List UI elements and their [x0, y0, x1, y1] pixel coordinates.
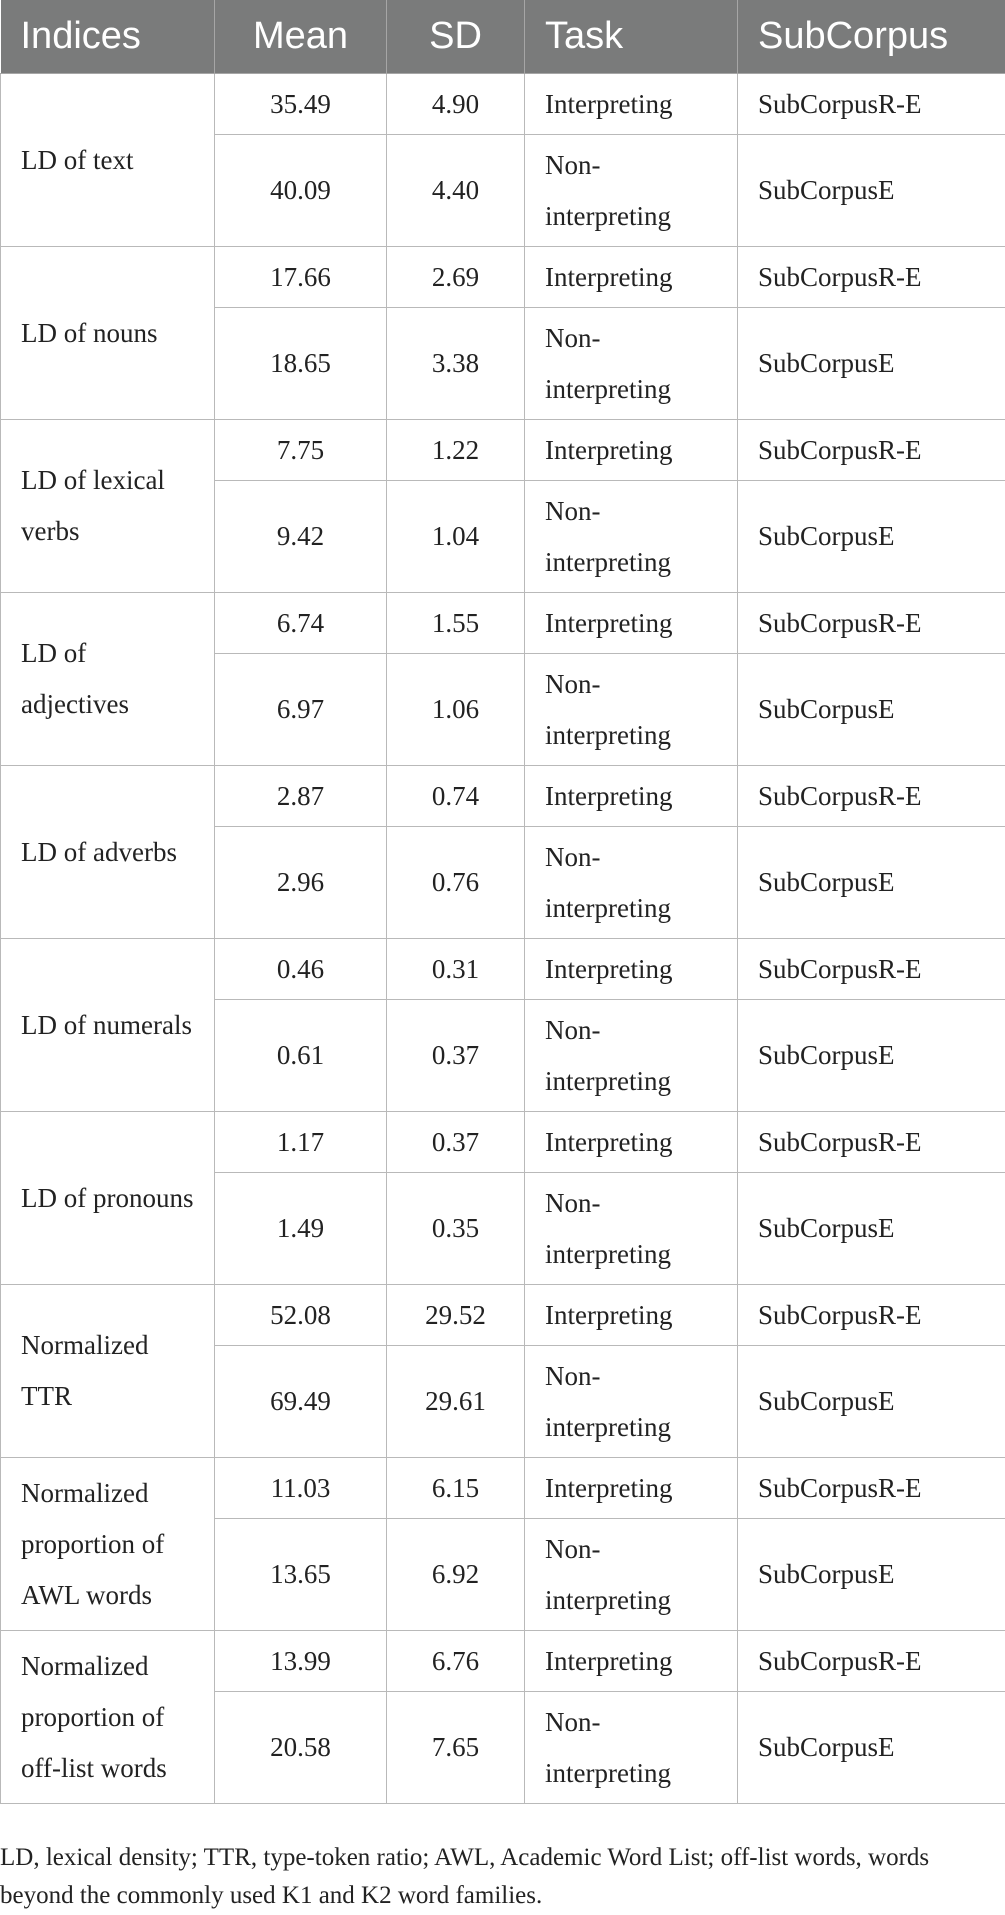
- task-cell: Non-interpreting: [525, 1000, 738, 1112]
- header-subcorpus: SubCorpus: [738, 0, 1005, 74]
- sd-cell: 0.37: [387, 1112, 525, 1173]
- table-row: [1, 420, 1005, 481]
- subcorpus-cell: SubCorpusE: [738, 1519, 1005, 1631]
- task-cell: Interpreting: [525, 593, 738, 654]
- sd-cell: 0.35: [387, 1173, 525, 1285]
- task-cell: Interpreting: [525, 1112, 738, 1173]
- mean-cell: 2.87: [215, 766, 387, 827]
- mean-cell: 0.46: [215, 939, 387, 1000]
- sd-cell: 7.65: [387, 1692, 525, 1804]
- task-cell: Interpreting: [525, 1631, 738, 1692]
- mean-cell: 69.49: [215, 1346, 387, 1458]
- table-row: [1, 247, 1005, 308]
- task-cell: Non-interpreting: [525, 654, 738, 766]
- header-task: Task: [525, 0, 738, 74]
- table-row: [1, 1458, 1005, 1519]
- table-row: [1, 939, 1005, 1000]
- sd-cell: 1.55: [387, 593, 525, 654]
- subcorpus-cell: SubCorpusR-E: [738, 939, 1005, 1000]
- mean-cell: 0.61: [215, 1000, 387, 1112]
- subcorpus-cell: SubCorpusR-E: [738, 420, 1005, 481]
- mean-cell: 6.97: [215, 654, 387, 766]
- sd-cell: 6.92: [387, 1519, 525, 1631]
- sd-cell: 6.76: [387, 1631, 525, 1692]
- task-cell: Interpreting: [525, 74, 738, 135]
- sd-cell: 0.74: [387, 766, 525, 827]
- task-cell: Non-interpreting: [525, 308, 738, 420]
- table-footnote: LD, lexical density; TTR, type-token ratio; AWL, Academic Word List; off-list words, words beyond the commonly used K1 and K2 word families.: [0, 1844, 930, 1909]
- mean-cell: 13.99: [215, 1631, 387, 1692]
- index-cell: LD of pronouns: [1, 1112, 215, 1285]
- sd-cell: 3.38: [387, 308, 525, 420]
- subcorpus-cell: SubCorpusE: [738, 1692, 1005, 1804]
- task-cell: Non-interpreting: [525, 135, 738, 247]
- subcorpus-cell: SubCorpusR-E: [738, 1285, 1005, 1346]
- mean-cell: 40.09: [215, 135, 387, 247]
- subcorpus-cell: SubCorpusE: [738, 308, 1005, 420]
- subcorpus-cell: SubCorpusR-E: [738, 1458, 1005, 1519]
- index-cell: Normalized TTR: [1, 1285, 215, 1458]
- sd-cell: 0.31: [387, 939, 525, 1000]
- table-row: [1, 593, 1005, 654]
- index-cell: LD of adjectives: [1, 593, 215, 766]
- task-cell: Interpreting: [525, 247, 738, 308]
- table-row: [1, 1285, 1005, 1346]
- sd-cell: 1.22: [387, 420, 525, 481]
- subcorpus-cell: SubCorpusR-E: [738, 593, 1005, 654]
- subcorpus-cell: SubCorpusR-E: [738, 1631, 1005, 1692]
- subcorpus-cell: SubCorpusE: [738, 827, 1005, 939]
- index-cell: LD of nouns: [1, 247, 215, 420]
- table-row: [1, 766, 1005, 827]
- task-cell: Non-interpreting: [525, 481, 738, 593]
- task-cell: Interpreting: [525, 1285, 738, 1346]
- subcorpus-cell: SubCorpusR-E: [738, 766, 1005, 827]
- mean-cell: 9.42: [215, 481, 387, 593]
- mean-cell: 18.65: [215, 308, 387, 420]
- sd-cell: 1.06: [387, 654, 525, 766]
- task-cell: Non-interpreting: [525, 1173, 738, 1285]
- index-cell: LD of adverbs: [1, 766, 215, 939]
- index-cell: LD of lexical verbs: [1, 420, 215, 593]
- subcorpus-cell: SubCorpusE: [738, 135, 1005, 247]
- mean-cell: 6.74: [215, 593, 387, 654]
- sd-cell: 29.61: [387, 1346, 525, 1458]
- header-row: [1, 0, 1005, 74]
- index-cell: Normalized proportion of AWL words: [1, 1458, 215, 1631]
- header-mean: Mean: [215, 0, 387, 74]
- table-header: [1, 0, 1005, 74]
- task-cell: Non-interpreting: [525, 1519, 738, 1631]
- header-indices: Indices: [1, 0, 215, 74]
- subcorpus-cell: SubCorpusR-E: [738, 1112, 1005, 1173]
- sd-cell: 29.52: [387, 1285, 525, 1346]
- subcorpus-cell: SubCorpusE: [738, 1173, 1005, 1285]
- mean-cell: 2.96: [215, 827, 387, 939]
- task-cell: Interpreting: [525, 1458, 738, 1519]
- sd-cell: 6.15: [387, 1458, 525, 1519]
- sd-cell: 1.04: [387, 481, 525, 593]
- table-row: [1, 1631, 1005, 1692]
- header-sd: SD: [387, 0, 525, 74]
- sd-cell: 2.69: [387, 247, 525, 308]
- mean-cell: 35.49: [215, 74, 387, 135]
- task-cell: Interpreting: [525, 766, 738, 827]
- mean-cell: 1.49: [215, 1173, 387, 1285]
- index-cell: LD of numerals: [1, 939, 215, 1112]
- sd-cell: 0.76: [387, 827, 525, 939]
- task-cell: Interpreting: [525, 939, 738, 1000]
- subcorpus-cell: SubCorpusE: [738, 481, 1005, 593]
- index-cell: LD of text: [1, 74, 215, 247]
- subcorpus-cell: SubCorpusR-E: [738, 74, 1005, 135]
- subcorpus-cell: SubCorpusE: [738, 1000, 1005, 1112]
- mean-cell: 52.08: [215, 1285, 387, 1346]
- sd-cell: 4.40: [387, 135, 525, 247]
- sd-cell: 4.90: [387, 74, 525, 135]
- sd-cell: 0.37: [387, 1000, 525, 1112]
- mean-cell: 1.17: [215, 1112, 387, 1173]
- task-cell: Non-interpreting: [525, 1346, 738, 1458]
- table-row: [1, 74, 1005, 135]
- table-row: [1, 1112, 1005, 1173]
- task-cell: Non-interpreting: [525, 1692, 738, 1804]
- mean-cell: 20.58: [215, 1692, 387, 1804]
- index-cell: Normalized proportion of off-list words: [1, 1631, 215, 1804]
- subcorpus-cell: SubCorpusE: [738, 654, 1005, 766]
- mean-cell: 7.75: [215, 420, 387, 481]
- mean-cell: 17.66: [215, 247, 387, 308]
- task-cell: Non-interpreting: [525, 827, 738, 939]
- table-body: [1, 74, 1005, 1804]
- task-cell: Interpreting: [525, 420, 738, 481]
- mean-cell: 13.65: [215, 1519, 387, 1631]
- mean-cell: 11.03: [215, 1458, 387, 1519]
- subcorpus-cell: SubCorpusE: [738, 1346, 1005, 1458]
- subcorpus-cell: SubCorpusR-E: [738, 247, 1005, 308]
